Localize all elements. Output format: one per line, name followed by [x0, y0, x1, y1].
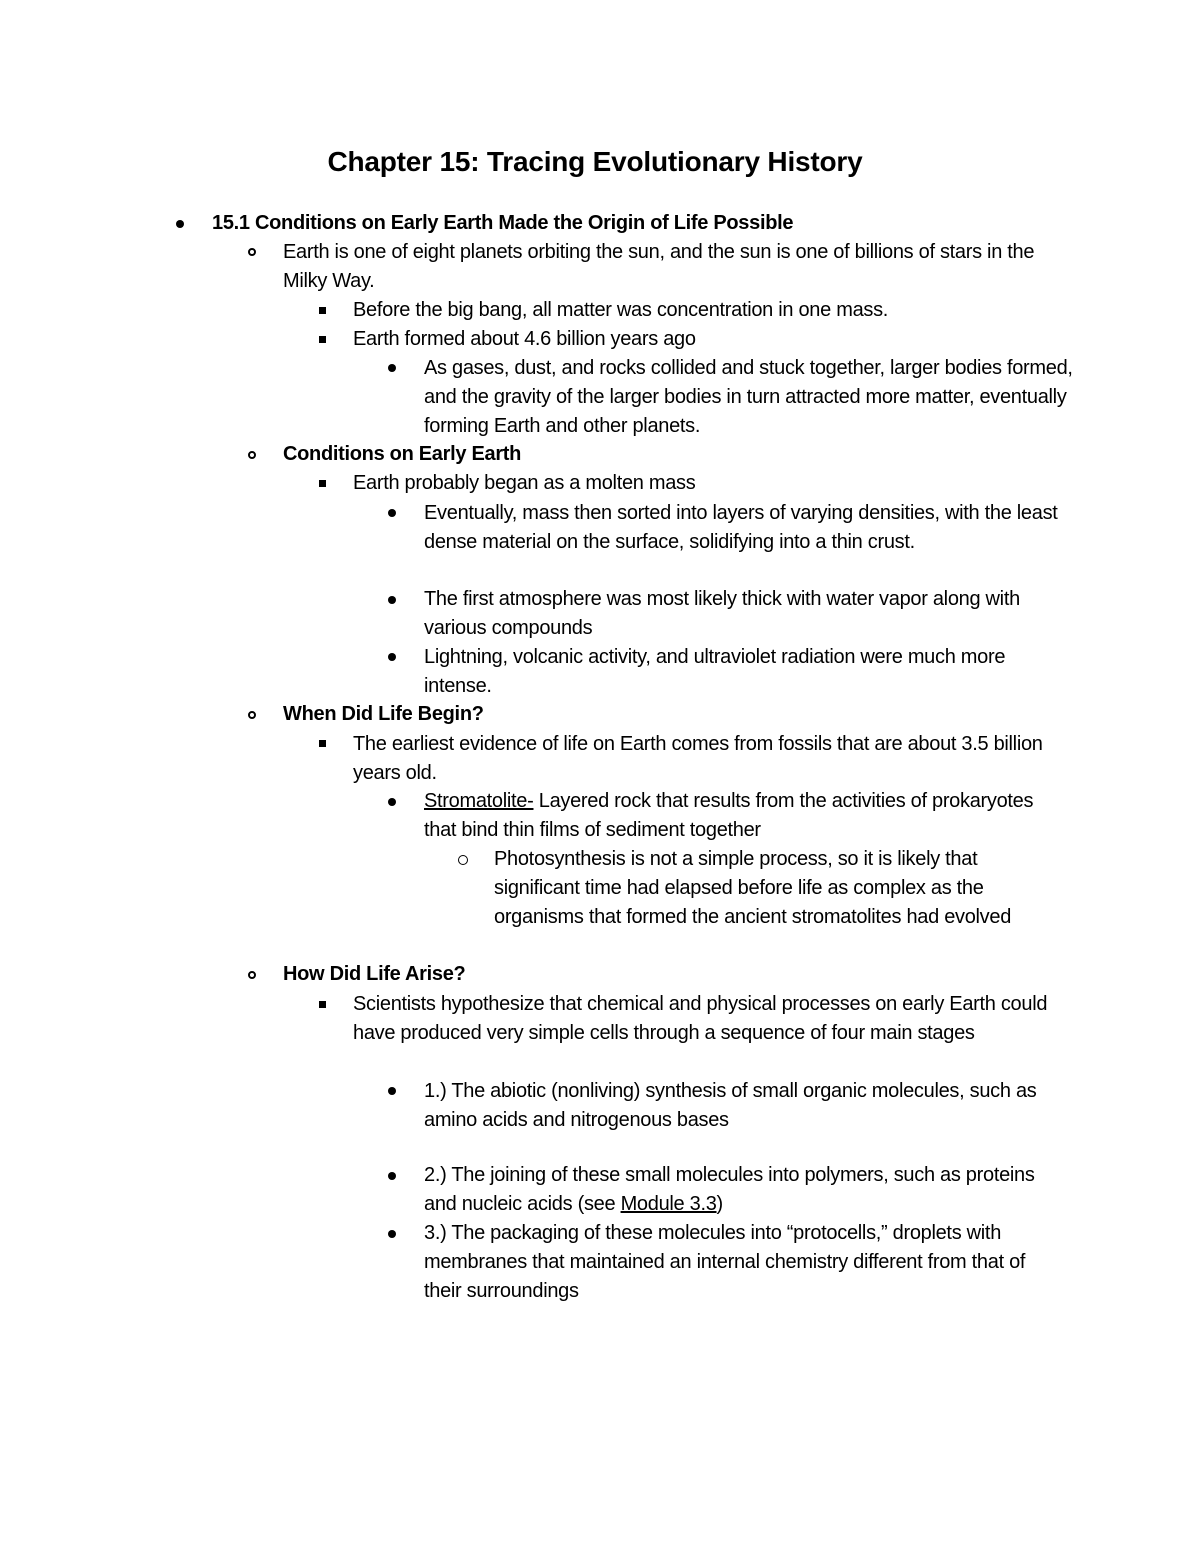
conditions-heading: Conditions on Early Earth [283, 443, 522, 465]
square-bullet-icon [319, 336, 326, 343]
stage-1: 1.) The abiotic (nonliving) synthesis of small organic molecules, such as amino acids and nitrogenous bases [424, 1080, 1037, 1131]
bullet-icon [388, 653, 396, 661]
conditions-detail3: Lightning, volcanic activity, and ultraviolet radiation were much more intense. [424, 646, 1006, 697]
stromatolite-term: Stromatolite- [424, 790, 534, 812]
section-heading: 15.1 Conditions on Early Earth Made the Origin of Life Possible [212, 212, 794, 234]
conditions-sub1: Earth probably began as a molten mass [353, 472, 696, 494]
conditions-detail2: The first atmosphere was most likely thick with water vapor along with various compounds [424, 588, 1020, 639]
intro-sub2-detail: As gases, dust, and rocks collided and stuck together, larger bodies formed, and the gravity of the larger bodies in turn attracted more matter, eventually forming Earth and other planets. [424, 357, 1073, 437]
bullet-icon [388, 596, 396, 604]
when-heading: When Did Life Begin? [283, 703, 484, 725]
bullet-icon [388, 798, 396, 806]
circle-bullet-icon [248, 711, 256, 719]
when-sub1: The earliest evidence of life on Earth comes from fossils that are about 3.5 billion years old. [353, 733, 1043, 784]
circle-bullet-icon [248, 248, 256, 256]
intro-sub2: Earth formed about 4.6 billion years ago [353, 328, 696, 350]
intro-sub1: Before the big bang, all matter was concentration in one mass. [353, 299, 889, 321]
bullet-icon [388, 1230, 396, 1238]
how-sub1: Scientists hypothesize that chemical and physical processes on early Earth could have produced very simple cells through a sequence of four main stages [353, 993, 1048, 1044]
when-note: Photosynthesis is not a simple process, so it is likely that significant time had elapsed before life as complex as the organisms that formed the ancient stromatolites had evolved [494, 848, 1012, 928]
bullet-icon [388, 509, 396, 517]
bullet-icon [388, 1172, 396, 1180]
stage-2 [424, 1161, 1064, 1219]
circle-bullet-icon [248, 971, 256, 979]
square-bullet-icon [319, 1001, 326, 1008]
page-title: Chapter 15: Tracing Evolutionary History [327, 146, 863, 177]
how-heading: How Did Life Arise? [283, 963, 466, 985]
square-bullet-icon [319, 480, 326, 487]
square-bullet-icon [319, 740, 326, 747]
circle-bullet-icon [248, 451, 256, 459]
bullet-icon [176, 220, 184, 228]
stromatolite-def-text: Layered rock that results from the activities of prokaryotes that bind thin films of sediment together [424, 790, 1034, 841]
circle-bullet-icon [458, 855, 468, 865]
stromatolite-definition [424, 787, 1064, 845]
stage-3: 3.) The packaging of these molecules into “protocells,” droplets with membranes that maintained an internal chemistry different from that of their surroundings [424, 1222, 1026, 1302]
conditions-detail1: Eventually, mass then sorted into layers of varying densities, with the least dense material on the surface, solidifying into a thin crust. [424, 502, 1058, 553]
bullet-icon [388, 364, 396, 372]
stage-2-close: ) [716, 1193, 723, 1215]
stage-2-text: 2.) The joining of these small molecules into polymers, such as proteins and nucleic acids (see [424, 1164, 1035, 1215]
module-link[interactable]: Module 3.3 [620, 1193, 717, 1215]
intro-text: Earth is one of eight planets orbiting the sun, and the sun is one of billions of stars in the Milky Way. [283, 241, 1035, 292]
bullet-icon [388, 1087, 396, 1095]
square-bullet-icon [319, 307, 326, 314]
